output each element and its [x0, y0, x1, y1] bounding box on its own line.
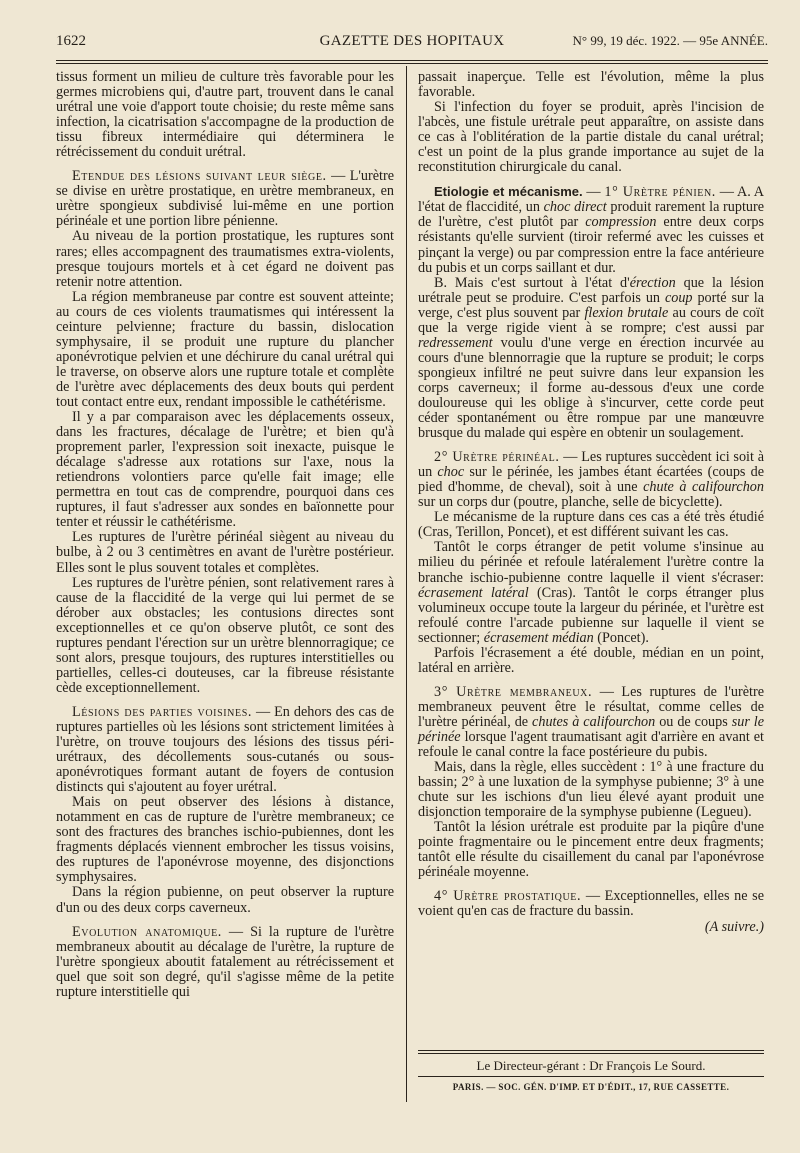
text-run: B. Mais c'est surtout à l'état d' [434, 274, 630, 291]
italic-text: sur le périnée [418, 713, 765, 745]
footer-rule-2 [418, 1053, 764, 1054]
subsection-heading: 3° Urètre membraneux. [434, 683, 593, 700]
printer-line: PARIS. — SOC. GÉN. D'IMP. ET D'ÉDIT., 17, RUE CASSETTE. [452, 1082, 730, 1092]
text-run: produit rarement la rupture de l'urètre, c'est plutôt par [418, 199, 765, 231]
text-run: — Exceptionnelles, elles ne se voient qu'en cas de fracture du bassin. [418, 888, 764, 920]
paragraph: La région membraneuse par contre est souvent atteinte; au cours de ces violents traumatismes qui intéressent la ceinture pelvienne; fracture du bassin, dislocation symphysaire, il se produit une rupture du plancher aponévrotique pelvien et une déchirure du canal urétral qui le traverse, on observe alors une rupture totale et complète de l'urètre avec déplacements des deux bouts qui perdent tout contact entre eux, rendant impossible le cathétérisme. [56, 288, 394, 410]
paragraph: Les ruptures de l'urètre périnéal siègent au niveau du bulbe, à 2 ou 3 centimètres en avant de l'urètre postérieur. Elles sont le plus souvent totales et complètes. [56, 529, 394, 576]
paragraph: Mais on peut observer des lésions à distance, notamment en cas de rupture de l'urètre membraneux; ce sont des fractures des branches ischio-pubiennes, dont les fragments déplacés viennent embrocher les tissus voisins, des ruptures de l'aponévrose moyenne, des disjonctions symphysaires. [56, 794, 394, 886]
subsection-heading: 4° Urètre prostatique. [434, 888, 582, 905]
header-rule [56, 60, 768, 61]
paragraph: Dans la région pubienne, on peut observer la rupture d'un ou des deux corps caverneux. [56, 884, 394, 916]
italic-text: choc [437, 464, 465, 481]
text-run: voulu d'une verge en érection incurvée au cours d'une blennorragie que la rupture se produit; le corps spongieux infiltré ne peut suivre dans leur expansion les corps caverneux; il forme au-dessous d'eux une corde douloureuse qui les oblige à s'incurver, cette corde peut céder spontanément ou être rompue par une manœuvre brusque du malade qui espère en obtenir un soulagement. [418, 334, 765, 442]
right-column [418, 70, 764, 935]
text-run: — Les ruptures succèdent ici soit à un [418, 449, 765, 481]
text-run: que la lésion urétrale peut se produire. C'est parfois un [418, 274, 764, 306]
paragraph: Tantôt la lésion urétrale est produite par la piqûre d'une pointe fragmentaire ou le pincement entre deux fragments; tantôt elle résulte du cisaillement du canal par l'aponévrose périnéale moyenne. [418, 819, 764, 881]
paragraph [418, 889, 764, 919]
italic-text: flexion brutale [584, 304, 669, 321]
italic-text: coup [664, 289, 693, 306]
italic-text: compression [585, 214, 657, 231]
paragraph [418, 685, 764, 760]
footer-rule [418, 1050, 764, 1051]
paragraph: Il y a par comparaison avec les déplacements osseux, dans les fractures, décalage de l'urètre; et bien qu'à proprement parler, l'expression soit inexacte, puisque le décalage s'adresse aux rotations sur l'axe, nous la retiendrons volontiers parce qu'elle fait image; elle permettra en tout cas de comprendre, pourquoi dans ces ruptures, il faut s'adresser aux sondes en baïonnette pour tenter et réussir le cathétérisme. [56, 409, 394, 531]
page-number: 1622 [56, 33, 86, 49]
section-heading: Evolution anatomique. [72, 923, 222, 940]
section-heading: Lésions des parties voisines. [72, 703, 253, 720]
header-rule-2 [56, 63, 768, 64]
paragraph [56, 169, 394, 229]
journal-title: GAZETTE DES HOPITAUX [319, 33, 505, 49]
text-run: A. A l'état de flaccidité, un [418, 184, 765, 216]
paragraph: Les ruptures de l'urètre pénien, sont relativement rares à cause de la flaccidité de la verge qui lui permet de se dérober aux obstacles; les contusions directes sont exceptionnelles et ce qu'on observe plutôt, ce sont des ruptures pendant l'érection sur un urètre blennorragique; ce sont alors, presque toujours, des ruptures interstitielles ou partielles, celles-ci douteuses, car la fibreuse résistante cède exceptionnellement. [56, 574, 394, 696]
paragraph: passait inaperçue. Telle est l'évolution, même la plus favorable. [418, 69, 764, 101]
italic-text: érection [629, 274, 676, 291]
section-heading: Etendue des lésions suivant leur siège. [72, 168, 327, 185]
text-run: (Cras). Tantôt le corps étranger plus volumineux occupe toute la largeur du périnée, et l'urètre est refoulé contre l'arcade pubienne sur laquelle il vient se sectionner; [418, 584, 765, 646]
italic-text: chutes à califourchon [532, 713, 656, 730]
text-run: lorsque l'agent traumatisant agit d'arrière en avant et refoule le canal contre la face postérieure du pubis. [418, 728, 765, 761]
paragraph [418, 540, 764, 645]
italic-text: choc direct [543, 199, 607, 216]
page-header [56, 33, 768, 55]
paragraph [56, 925, 394, 1000]
to-be-continued: (A suivre.) [704, 918, 764, 935]
italic-text: écrasement latéral [418, 584, 529, 601]
paragraph [418, 450, 764, 510]
issue-info: N° 99, 19 déc. 1922. — 95e ANNÉE. [572, 33, 768, 48]
director-line: Le Directeur-gérant : Dr François Le Sourd. [476, 1058, 706, 1073]
left-column [56, 70, 394, 1000]
text-run: porté sur la verge, c'est plus souvent par [418, 289, 765, 321]
paragraph: Le mécanisme de la rupture dans ces cas a été très étudié (Cras, Terillon, Poncet), et est différent suivant les cas. [418, 509, 764, 541]
text-run: entre deux corps résistants qu'elle survient (tiroir refermé avec les cuisses et pinçant la verge) ou par compression entre la face antérieure du pubis et un corps saillant et dur. [418, 214, 765, 276]
paragraph [418, 276, 764, 442]
paragraph-text: — En dehors des cas de ruptures partielles où les lésions sont strictement limitées à l'urètre, on trouve toujours des lésions des tissus péri-urétraux, des décollements sous-cutanés ou sous-aponévrotiques formant autant de foyers de contusion distincts qui s'ajoutent au foyer urétral. [56, 703, 395, 796]
italic-text: chute à califourchon [643, 479, 764, 496]
text-run: ou de coups [659, 713, 728, 730]
text-run: sur un corps dur (poutre, planche, selle de bicyclette). [418, 494, 723, 511]
paragraph: Parfois l'écrasement a été double, médian en un point, latéral en arrière. [418, 644, 764, 676]
paragraph: Etiologie et mécanisme. — 1° Urètre pénien. — A. A l'état de flaccidité, un choc direct produit rarement la rupture de l'urètre, c'est plutôt par compression entre deux corps résistants qu'elle survient (tiroir refermé avec les cuisses et pinçant la verge) ou par compression entre la face antérieure du pubis et un corps saillant et dur. [418, 184, 765, 276]
italic-text: écrasement médian [483, 629, 594, 646]
section-heading: Etiologie et mécanisme. [434, 184, 583, 200]
text-run: au cours de coït que la verge rigide vient à se rompre; c'est aussi par [418, 304, 765, 336]
paragraph-text: — Si la rupture de l'urètre membraneux aboutit au décalage de l'urètre, la rupture de l'urètre spongieux aboutit fatalement au rétrécissement et quel que soit son degré, qu'il s'agisse même de la petite rupture interstitielle qui [56, 923, 395, 1000]
paragraph: Au niveau de la portion prostatique, les ruptures sont rares; elles accompagnent des traumatismes extra-violents, presque toujours mortels et à cet égard ne doivent pas retenir notre attention. [56, 228, 394, 290]
footer-rule-3 [418, 1076, 764, 1077]
paragraph: Mais, dans la règle, elles succèdent : 1° à une fracture du bassin; 2° à une luxation de la symphyse pubienne; 3° à une chute sur les ischions d'un lieu élevé ayant produit une disjonction temporaire de la symphyse pubienne (Legueu). [418, 759, 764, 821]
subsection-heading: 2° Urètre périnéal. [434, 449, 560, 466]
paragraph: Si l'infection du foyer se produit, après l'incision de l'abcès, une fistule urétrale peut apparaître, on assiste dans ce cas à l'oblitération de la partie distale du canal urétral; c'est un point de la plus grande importance au sujet de la reconstitution chirurgicale du canal. [418, 99, 764, 176]
column-divider [406, 66, 407, 1102]
paragraph [56, 705, 394, 795]
text-run: (Poncet). [597, 629, 649, 646]
text-run: sur le périnée, les jambes étant écartées (coups de pied d'homme, de cheval), soit à une [418, 464, 765, 496]
text-run: — Les ruptures de l'urètre membraneux peuvent être le résultat, comme celles de l'urètre périnéal, de [418, 683, 764, 730]
subsection-heading: 1° Urètre pénien. [604, 184, 716, 201]
paragraph: tissus forment un milieu de culture très favorable pour les germes microbiens qui, d'autre part, trouvent dans le canal urétral une voie d'apport toute choisie; du reste même sans infection, la cicatrisation s'accompagne de la production de tissu fibreux intermédiaire qui déterminera le rétrécissement du conduit urétral. [56, 69, 394, 161]
text-run: Tantôt le corps étranger de petit volume s'insinue au milieu du périnée et refoule latéralement l'urètre contre la branche ischio-pubienne contre laquelle il vient s'écraser: [418, 539, 764, 586]
paragraph-text: — L'urètre se divise en urètre prostatique, en urètre membraneux, en urètre spongieux subdivisé lui-même en une portion périnéale et une portion libre pénienne. [56, 168, 394, 230]
italic-text: redressement [418, 334, 493, 351]
